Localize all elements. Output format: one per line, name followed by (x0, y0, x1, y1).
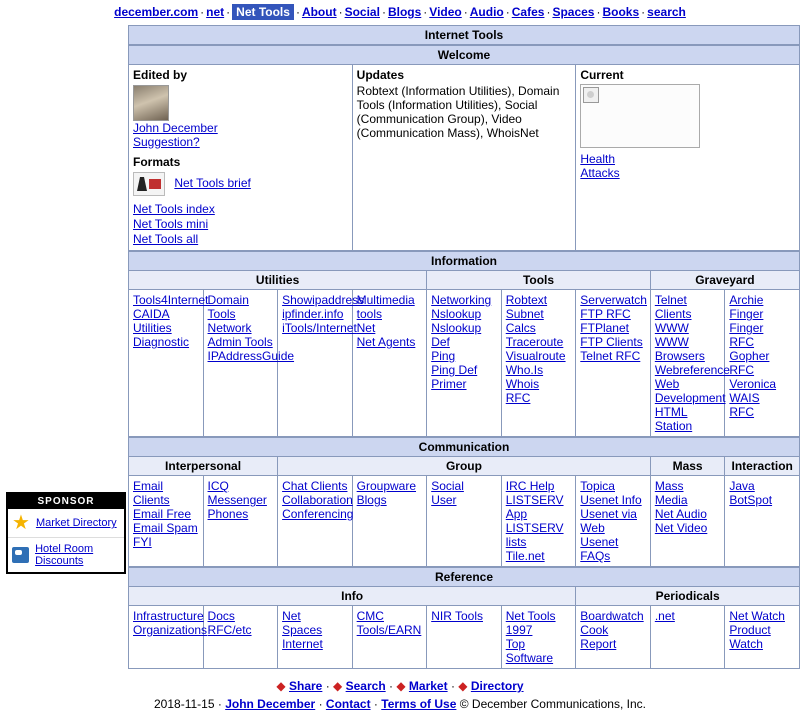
list-item[interactable]: FTP Clients (580, 335, 643, 349)
info-col-1 (203, 290, 295, 437)
nav-separator: · (505, 5, 510, 19)
sponsor-item-hotel-room-discounts[interactable] (8, 538, 124, 572)
list-item[interactable]: Groupware (356, 479, 417, 493)
group-head-interaction: Interaction (725, 457, 800, 476)
communication-section (128, 437, 800, 567)
footer-dot: · (318, 697, 323, 711)
list-item[interactable]: Diagnostic (133, 335, 190, 349)
group-head-group: Group (278, 457, 651, 476)
list-item[interactable]: Ping (431, 349, 456, 363)
list-item[interactable]: Usenet FAQs (580, 535, 619, 563)
footer (0, 677, 800, 713)
page-title: Internet Tools (129, 26, 800, 45)
list-item[interactable]: Veronica (729, 377, 777, 391)
list-item[interactable]: Blogs (356, 493, 387, 507)
list-item[interactable]: Def (431, 335, 450, 349)
list-item[interactable]: Net (356, 321, 376, 335)
nav-separator: · (381, 5, 386, 19)
list-item[interactable]: Net Audio (654, 507, 707, 521)
list-item[interactable]: RFC/etc (207, 623, 252, 637)
list-item[interactable]: WWW Browsers (654, 335, 705, 363)
list-item[interactable]: Cook (580, 623, 609, 637)
footer-dot: · (217, 697, 222, 711)
list-item[interactable]: Conferencing (282, 507, 354, 521)
nav-separator: · (200, 5, 205, 19)
list-item[interactable]: Internet (282, 637, 323, 651)
list-item[interactable]: Email Spam FYI (133, 521, 198, 549)
broken-image-icon (583, 87, 599, 103)
nav-video[interactable]: Video (429, 5, 462, 19)
ref-col-0 (129, 606, 208, 669)
conditions-image-placeholder (580, 84, 700, 148)
information-section (128, 251, 800, 437)
group-head-mass: Mass (650, 457, 725, 476)
search-link[interactable]: Search (345, 679, 386, 693)
welcome-updates-cell (352, 65, 576, 251)
info-col-4 (427, 290, 502, 437)
footer-dot: · (389, 679, 393, 693)
editor-link[interactable]: John December (133, 121, 218, 135)
comm-col-8 (725, 476, 800, 567)
reference-band: Reference (129, 568, 800, 587)
comm-col-7 (650, 476, 725, 567)
list-item[interactable]: Mass (654, 479, 684, 493)
reference-group-headers (129, 587, 800, 606)
list-item[interactable]: Infrastructure (133, 609, 204, 623)
list-item[interactable]: Java (729, 479, 755, 493)
list-item[interactable]: Ping Def (431, 363, 478, 377)
nav-social[interactable]: Social (344, 5, 380, 19)
list-item[interactable]: CMC (356, 609, 384, 623)
ref-col-8 (725, 606, 800, 669)
list-item[interactable]: RFC (729, 405, 755, 419)
welcome-section (128, 45, 800, 251)
list-item[interactable]: Subnet (505, 307, 544, 321)
sponsor-hotel-discounts-link[interactable]: Hotel Room Discounts (35, 543, 94, 567)
list-item[interactable]: Collaboration (282, 493, 353, 507)
footer-author-link[interactable]: John December (225, 697, 316, 711)
ref-col-5 (501, 606, 576, 669)
list-item[interactable]: WAIS (729, 391, 760, 405)
nav-search[interactable]: search (647, 5, 686, 19)
list-item[interactable]: Webreference (654, 363, 730, 377)
list-item[interactable]: FTP RFC (580, 307, 631, 321)
nav-separator: · (338, 5, 343, 19)
footer-credits (0, 695, 800, 713)
ref-col-6 (576, 606, 651, 669)
list-item[interactable]: Usenet via Web (580, 507, 637, 535)
share-icon: ◆ (276, 679, 286, 693)
list-item[interactable]: Messenger (207, 493, 267, 507)
group-head-utilities: Utilities (129, 271, 427, 290)
net-tools-brief-link[interactable]: Net Tools brief (174, 176, 251, 191)
ref-col-1 (203, 606, 278, 669)
info-col-3 (352, 290, 427, 437)
sponsor-item-market-directory[interactable] (8, 509, 124, 538)
list-item[interactable]: Tools/EARN (356, 623, 422, 637)
list-item[interactable]: Organizations (133, 623, 208, 637)
info-col-0 (129, 290, 209, 437)
list-item[interactable]: Phones (207, 507, 249, 521)
list-item[interactable]: Calcs (505, 321, 536, 335)
list-item[interactable]: IPAddressGuide (207, 349, 295, 363)
nav-separator: · (423, 5, 428, 19)
list-item[interactable]: Top Software (505, 637, 554, 665)
list-item[interactable]: .net (654, 609, 675, 623)
comm-col-3 (352, 476, 427, 567)
list-item[interactable]: Chat Clients (282, 479, 348, 493)
list-item[interactable]: Robtext (505, 293, 548, 307)
comm-col-0 (129, 476, 204, 567)
info-col-6 (576, 290, 651, 437)
reference-section (128, 567, 800, 669)
list-item[interactable]: Tile.net (505, 549, 545, 563)
list-item[interactable]: Docs (207, 609, 235, 623)
nav-cafes[interactable]: Cafes (511, 5, 545, 19)
communication-band: Communication (129, 438, 800, 457)
nav-separator: · (596, 5, 601, 19)
page-body (0, 25, 800, 713)
list-item[interactable]: Net Agents (356, 335, 416, 349)
list-item[interactable]: Whois (505, 377, 540, 391)
list-item[interactable]: NIR Tools (431, 609, 483, 623)
nav-blogs[interactable]: Blogs (387, 5, 422, 19)
communication-group-headers (129, 457, 800, 476)
footer-action-links[interactable] (0, 677, 800, 695)
group-head-interpersonal: Interpersonal (129, 457, 278, 476)
list-item[interactable]: Boardwatch (580, 609, 644, 623)
list-item[interactable]: ICQ (207, 479, 229, 493)
info-col-8 (725, 290, 800, 437)
net-tools-all-link[interactable]: Net Tools all (133, 232, 199, 246)
sponsor-box (6, 492, 126, 574)
formats-label: Formats (133, 155, 181, 169)
ref-col-3 (352, 606, 427, 669)
nav-current-net-tools: Net Tools (232, 4, 294, 20)
list-item[interactable]: Archie (729, 293, 764, 307)
list-item[interactable]: Social (431, 479, 464, 493)
list-item[interactable]: Visualroute (505, 349, 566, 363)
welcome-editor-cell (129, 65, 353, 251)
list-item[interactable]: Finger (729, 307, 764, 321)
updates-label: Updates (356, 68, 404, 82)
attacks-link[interactable]: Attacks (580, 166, 620, 180)
list-item[interactable]: Who.Is (505, 363, 544, 377)
group-head-info: Info (129, 587, 576, 606)
list-item[interactable]: Topica (580, 479, 615, 493)
list-item[interactable]: RFC (729, 335, 755, 349)
star-icon: ★ (12, 512, 30, 534)
info-col-5 (501, 290, 576, 437)
footer-dot: · (373, 697, 378, 711)
list-item[interactable]: Email Free (133, 507, 192, 521)
list-item[interactable]: Web Development (654, 377, 726, 405)
nav-separator: · (226, 5, 231, 19)
suggestion-link[interactable]: Suggestion? (133, 135, 200, 149)
list-item[interactable]: Network Admin Tools (207, 321, 273, 349)
list-item[interactable]: Report (580, 637, 617, 651)
list-item[interactable]: Serverwatch (580, 293, 647, 307)
group-head-periodicals: Periodicals (576, 587, 800, 606)
list-item[interactable]: Nslookup (431, 307, 482, 321)
footer-copyright: © December Communications, Inc. (459, 697, 646, 711)
list-item[interactable]: Domain Tools (207, 293, 249, 321)
net-tools-index-link[interactable]: Net Tools index (133, 202, 215, 216)
editor-photo (133, 85, 169, 121)
page-title-table (128, 25, 800, 45)
list-item[interactable]: Networking (431, 293, 492, 307)
list-item[interactable]: RFC (505, 391, 531, 405)
footer-dot: · (325, 679, 330, 693)
list-item[interactable]: BotSpot (729, 493, 773, 507)
sponsor-market-directory-link[interactable]: Market Directory (35, 517, 117, 529)
information-band: Information (129, 252, 800, 271)
directory-link[interactable]: Directory (470, 679, 524, 693)
net-tools-mini-link[interactable]: Net Tools mini (133, 217, 209, 231)
group-head-tools: Tools (427, 271, 651, 290)
footer-date: 2018-11-15 (154, 697, 215, 711)
comm-col-6 (576, 476, 651, 567)
footer-terms-link[interactable]: Terms of Use (381, 697, 457, 711)
reference-columns (129, 606, 800, 669)
list-item[interactable]: LISTSERV App (505, 493, 564, 521)
directory-icon: ◆ (458, 679, 468, 693)
list-item[interactable]: Product Watch (729, 623, 771, 651)
list-item[interactable]: FTPlanet (580, 321, 629, 335)
nav-about[interactable]: About (301, 5, 337, 19)
nav-separator: · (463, 5, 468, 19)
list-item[interactable]: Traceroute (505, 335, 564, 349)
group-head-graveyard: Graveyard (650, 271, 799, 290)
list-item[interactable]: Email Clients (133, 479, 170, 507)
list-item[interactable]: ipfinder.info (282, 307, 344, 321)
health-link[interactable]: Health (580, 152, 615, 166)
nav-separator: · (641, 5, 646, 19)
comm-col-2 (278, 476, 353, 567)
list-item[interactable]: iTools/Internet (282, 321, 357, 335)
ref-col-4 (427, 606, 502, 669)
info-col-7 (650, 290, 730, 437)
search-icon: ◆ (333, 679, 343, 693)
net-tools-brief-icon (133, 172, 165, 196)
list-item[interactable]: Gopher (729, 349, 770, 363)
list-item[interactable]: Nslookup (431, 321, 482, 335)
list-item[interactable]: Tools4Internet (133, 293, 209, 307)
list-item[interactable]: Finger (729, 321, 764, 335)
welcome-band: Welcome (129, 46, 800, 65)
comm-col-5 (501, 476, 576, 567)
list-item[interactable]: IRC Help (505, 479, 555, 493)
information-group-headers (129, 271, 800, 290)
list-item[interactable]: Telnet Clients (654, 293, 692, 321)
information-columns (129, 290, 800, 437)
nav-audio[interactable]: Audio (469, 5, 504, 19)
nav-spaces[interactable]: Spaces (552, 5, 595, 19)
market-icon: ◆ (396, 679, 406, 693)
nav-home[interactable]: december.com (114, 5, 199, 19)
share-link[interactable]: Share (289, 679, 323, 693)
list-item[interactable]: Net Watch (729, 609, 785, 623)
list-item[interactable]: Net (282, 609, 301, 623)
list-item[interactable]: Media (654, 493, 688, 507)
footer-dot: · (450, 679, 455, 693)
list-item[interactable]: Usenet Info (580, 493, 642, 507)
info-col-2 (278, 290, 365, 437)
bed-icon (12, 547, 29, 563)
comm-col-4 (427, 476, 502, 567)
list-item[interactable]: Net Tools 1997 (505, 609, 556, 637)
list-item[interactable]: Telnet RFC (580, 349, 641, 363)
list-item[interactable]: User (431, 493, 457, 507)
updates-text: Robtext (Information Utilities), Domain Tools (Information Utilities), Social (Communication Group), Video (Communication Mass), WhoisNet (356, 84, 560, 140)
top-navigation[interactable] (0, 0, 800, 25)
welcome-current-cell (576, 65, 800, 251)
list-item[interactable]: HTML Station (654, 405, 693, 433)
list-item[interactable]: CAIDA Utilities (133, 307, 172, 335)
list-item[interactable]: Primer (431, 377, 467, 391)
comm-col-1 (203, 476, 278, 567)
list-item[interactable]: LISTSERV lists (505, 521, 564, 549)
nav-books[interactable]: Books (602, 5, 640, 19)
edited-by-label: Edited by (133, 68, 188, 82)
sponsor-header: SPONSOR (8, 494, 124, 509)
market-link[interactable]: Market (408, 679, 448, 693)
list-item[interactable]: Multimedia tools (356, 293, 415, 321)
list-item[interactable]: RFC (729, 363, 755, 377)
nav-separator: · (295, 5, 300, 19)
footer-contact-link[interactable]: Contact (325, 697, 371, 711)
nav-net[interactable]: net (206, 5, 225, 19)
conditions-label: Current (580, 68, 624, 82)
ref-col-7 (650, 606, 725, 669)
list-item[interactable]: Spaces (282, 623, 323, 637)
ref-col-2 (278, 606, 353, 669)
communication-columns (129, 476, 800, 567)
list-item[interactable]: Net Video (654, 521, 708, 535)
list-item[interactable]: Showipaddress (282, 293, 365, 307)
nav-separator: · (546, 5, 551, 19)
list-item[interactable]: WWW (654, 321, 689, 335)
